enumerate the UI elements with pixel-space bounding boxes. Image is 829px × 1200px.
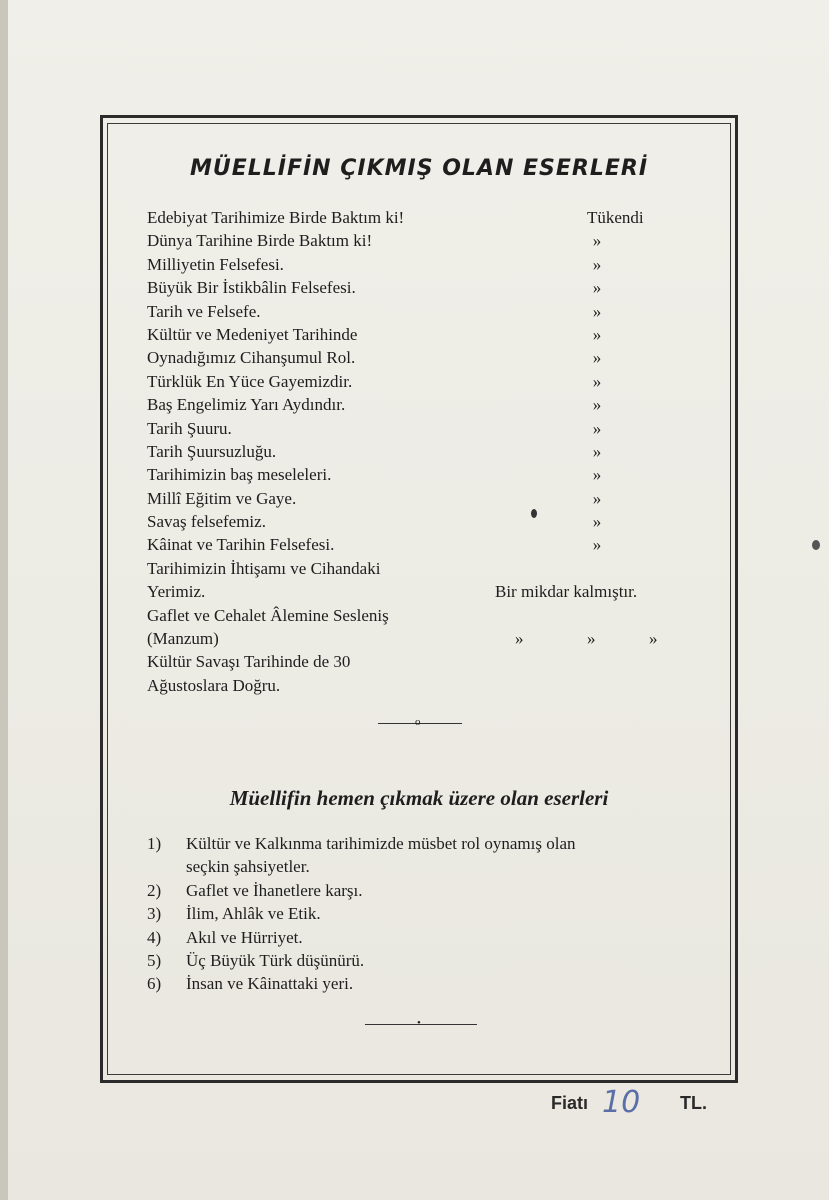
upcoming-work-row — [147, 926, 717, 949]
published-work-row — [147, 580, 707, 603]
upcoming-work-row — [147, 832, 717, 855]
work-status: » — [592, 301, 602, 321]
published-work-row — [147, 323, 707, 346]
published-work-row — [147, 346, 707, 369]
work-status: » — [592, 348, 602, 368]
price-value-handwritten: 10 — [602, 1085, 641, 1120]
price-label: Fiatı — [551, 1093, 589, 1113]
work-title: Edebiyat Tarihimize Birde Baktım ki! — [147, 208, 405, 227]
item-number: 5) — [147, 950, 162, 970]
published-work-row — [147, 533, 707, 556]
upcoming-works-heading: Müellifin hemen çıkmak üzere olan eserleri — [229, 786, 609, 810]
work-title: Tarihimizin baş meseleleri. — [147, 465, 332, 485]
work-status: » — [592, 441, 602, 461]
ink-speck — [812, 540, 820, 550]
published-work-row — [147, 557, 707, 580]
upcoming-work-title: Akıl ve Hürriyet. — [186, 927, 303, 947]
work-title: Gaflet ve Cehalet Âlemine Sesleniş — [147, 605, 389, 625]
ditto-mark: » — [587, 629, 596, 649]
page-edge — [0, 0, 8, 1200]
upcoming-work-title: Gaflet ve İhanetlere karşı. — [186, 880, 363, 900]
page-title: MÜELLİFİN ÇIKMIŞ OLAN ESERLERİ — [189, 156, 649, 181]
work-title: Oynadığımız Cihanşumul Rol. — [147, 348, 356, 368]
upcoming-work-title: seçkin şahsiyetler. — [186, 857, 310, 877]
work-title: Tarih Şuuru. — [147, 418, 232, 438]
upcoming-work-title: İnsan ve Kâinattaki yeri. — [186, 974, 354, 994]
work-status: » — [592, 512, 602, 532]
published-work-row — [147, 627, 707, 650]
published-works-list — [147, 206, 707, 697]
work-title: Büyük Bir İstikbâlin Felsefesi. — [147, 278, 356, 298]
work-status: » — [592, 395, 602, 415]
price-currency: TL. — [680, 1093, 707, 1113]
published-work-row — [147, 463, 707, 486]
work-status: » — [592, 465, 602, 485]
work-status: » — [592, 324, 602, 344]
published-work-row — [147, 674, 707, 697]
work-title: Kâinat ve Tarihin Felsefesi. — [147, 535, 335, 555]
item-number: 3) — [147, 904, 162, 924]
work-status: » — [592, 371, 602, 391]
published-work-row — [147, 510, 707, 533]
published-work-row — [147, 417, 707, 440]
published-work-row — [147, 229, 707, 252]
work-title: Tarih ve Felsefe. — [147, 301, 261, 321]
work-title: Kültür ve Medeniyet Tarihinde — [147, 324, 358, 344]
work-title: Tarih Şuursuzluğu. — [147, 441, 277, 461]
upcoming-work-row — [147, 855, 717, 878]
published-work-row — [147, 300, 707, 323]
published-work-row — [147, 604, 707, 627]
work-title: Millî Eğitim ve Gaye. — [147, 488, 297, 508]
item-number: 2) — [147, 880, 162, 900]
bottom-divider-ornament: • — [417, 1017, 421, 1029]
bottom-divider — [365, 1024, 477, 1025]
work-status: » — [592, 278, 602, 298]
published-work-row — [147, 487, 707, 510]
work-status: » — [592, 231, 602, 251]
ink-speck — [531, 509, 537, 518]
work-title: Kültür Savaşı Tarihinde de 30 — [147, 652, 351, 672]
item-number: 1) — [147, 834, 162, 853]
work-title: Savaş felsefemiz. — [147, 512, 266, 532]
work-title: Türklük En Yüce Gayemizdir. — [147, 371, 353, 391]
work-status: » — [592, 418, 602, 438]
work-status: » — [592, 254, 602, 274]
work-status: Tükendi — [587, 208, 644, 227]
item-number: 6) — [147, 974, 162, 994]
ditto-mark: » — [515, 629, 524, 649]
work-title: Ağustoslara Doğru. — [147, 675, 281, 695]
ditto-mark: » — [649, 629, 658, 649]
published-work-row — [147, 206, 707, 229]
work-title: Dünya Tarihine Birde Baktım ki! — [147, 231, 373, 251]
published-work-row — [147, 253, 707, 276]
work-title: Tarihimizin İhtişamı ve Cihandaki — [147, 558, 381, 578]
published-work-row — [147, 440, 707, 463]
work-title: Yerimiz. — [147, 582, 206, 602]
upcoming-work-row — [147, 902, 717, 925]
published-work-row — [147, 393, 707, 416]
work-status: Bir mikdar kalmıştır. — [495, 582, 638, 602]
published-work-row — [147, 650, 707, 673]
upcoming-work-row — [147, 949, 717, 972]
divider-ornament: o — [415, 716, 421, 728]
upcoming-work-title: Üç Büyük Türk düşünürü. — [186, 950, 365, 970]
upcoming-work-title: Kültür ve Kalkınma tarihimizde müsbet rol oynamış olan — [186, 834, 576, 853]
upcoming-works-list — [147, 832, 717, 996]
item-number: 4) — [147, 927, 162, 947]
work-title: Milliyetin Felsefesi. — [147, 254, 284, 274]
upcoming-work-title: İlim, Ahlâk ve Etik. — [186, 904, 321, 924]
published-work-row — [147, 276, 707, 299]
upcoming-work-row — [147, 972, 717, 995]
work-title: Baş Engelimiz Yarı Aydındır. — [147, 395, 346, 415]
upcoming-work-row — [147, 879, 717, 902]
published-work-row — [147, 370, 707, 393]
work-status: » — [592, 488, 602, 508]
work-status: » — [592, 535, 602, 555]
work-title: (Manzum) — [147, 629, 219, 649]
